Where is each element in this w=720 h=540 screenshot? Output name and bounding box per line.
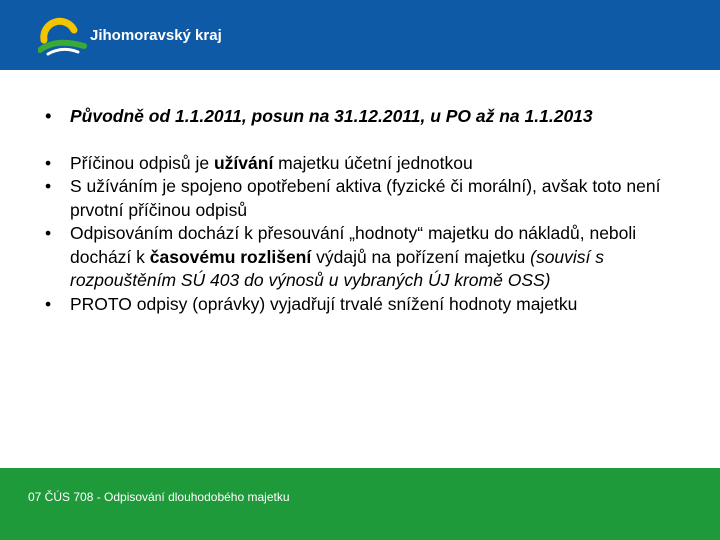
bullet-text: majetku účetní jednotkou <box>273 152 473 173</box>
bullet-item-5 <box>45 293 685 317</box>
bullet-text: S užíváním je spojeno opotřebení aktiva (fyzické či morální), avšak toto není prvotní příčinou odpisů <box>70 176 661 220</box>
logo-text: Jihomoravský kraj <box>90 27 222 44</box>
footer-text: 07 ČÚS 708 - Odpisování dlouhodobého majetku <box>28 490 290 504</box>
bullet-text: Původně od 1.1.2011, posun na 31.12.2011, u PO až na 1.1.2013 <box>70 106 593 126</box>
bullet-note: (souvisí s rozpouštěním SÚ 403 do výnosů u vybraných ÚJ kromě OSS) <box>70 246 605 290</box>
bullet-icon: • <box>45 223 52 243</box>
bullet-item-1 <box>45 105 685 129</box>
bullet-icon: • <box>45 293 52 314</box>
bullet-item-4 <box>45 222 685 293</box>
bullet-text: výdajů na pořízení majetku <box>311 246 531 267</box>
header-bar <box>0 0 720 70</box>
bullet-text: PROTO odpisy (oprávky) vyjadřují trvalé snížení hodnoty majetku <box>70 293 578 314</box>
bullet-list <box>45 105 685 316</box>
bullet-text: Příčinou odpisů je <box>70 152 214 173</box>
bullet-text: Odpisováním dochází k přesouvání „hodnoty“ majetku do nákladů, neboli dochází k <box>70 223 637 267</box>
logo <box>38 14 222 58</box>
logo-emblem-icon <box>38 14 88 58</box>
bullet-emphasis: časovému rozlišení <box>149 246 312 267</box>
bullet-icon: • <box>45 152 52 173</box>
footer-bar <box>0 468 720 540</box>
bullet-icon: • <box>45 106 52 126</box>
bullet-icon: • <box>45 176 52 196</box>
bullet-item-2 <box>45 152 685 176</box>
bullet-item-3 <box>45 175 685 222</box>
bullet-emphasis: užívání <box>213 152 274 173</box>
